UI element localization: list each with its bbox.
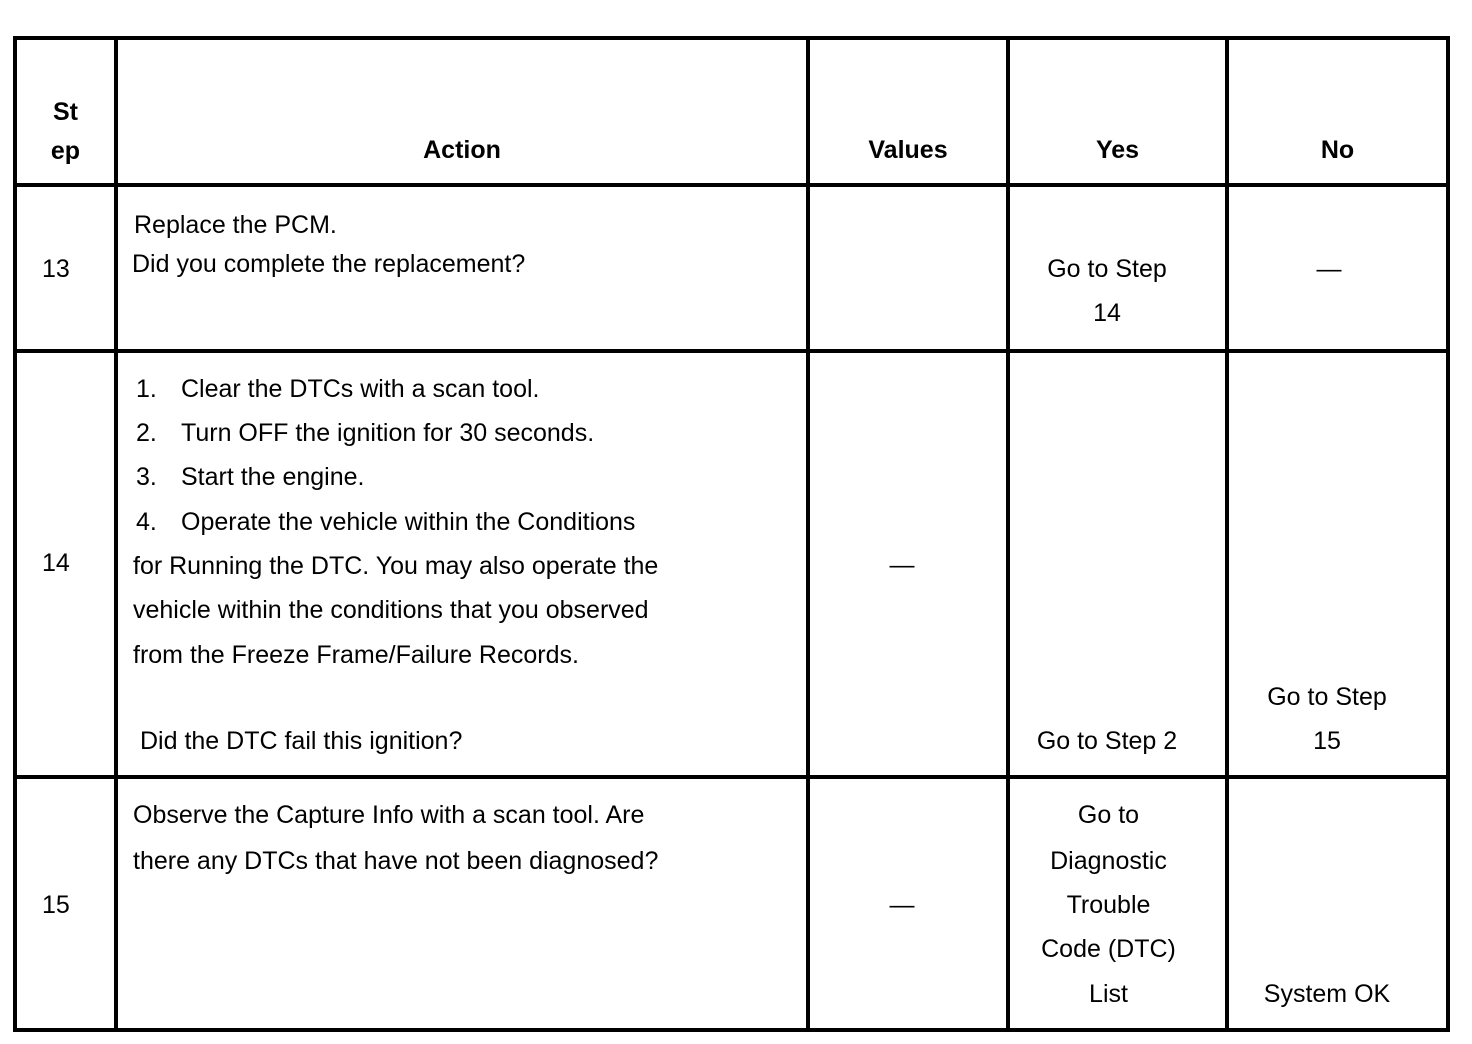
no-result: 15 [1313, 727, 1341, 755]
yes-result: Go to Step [1047, 255, 1167, 283]
action-item-number: 4. [136, 508, 157, 536]
action-text: from the Freeze Frame/Failure Records. [133, 641, 579, 669]
yes-result: Code (DTC) [1041, 935, 1176, 963]
column-divider [1006, 36, 1010, 1032]
value-cell: — [889, 891, 915, 919]
yes-result: List [1089, 980, 1128, 1008]
table-border-right [1446, 36, 1450, 1032]
table-border-top [13, 36, 1450, 40]
header-no: No [1320, 136, 1355, 164]
no-result: System OK [1263, 980, 1391, 1008]
row-divider [13, 775, 1450, 779]
step-number: 15 [42, 891, 70, 919]
action-text: there any DTCs that have not been diagnosed? [133, 847, 659, 875]
header-divider [13, 183, 1450, 187]
table-border-left [13, 36, 17, 1032]
action-text: Replace the PCM. [134, 211, 337, 239]
action-item-text: Turn OFF the ignition for 30 seconds. [181, 419, 595, 447]
action-question: Did the DTC fail this ignition? [140, 727, 463, 755]
yes-result: Diagnostic [1050, 847, 1167, 875]
header-action: Action [423, 136, 501, 164]
column-divider [114, 36, 118, 1032]
row-divider [13, 349, 1450, 353]
column-divider [806, 36, 810, 1032]
yes-result: 14 [1093, 299, 1121, 327]
no-result: Go to Step [1267, 683, 1387, 711]
header-values: Values [868, 136, 948, 164]
action-question: Did you complete the replacement? [132, 250, 526, 278]
action-text: vehicle within the conditions that you observed [133, 596, 649, 624]
action-text: Observe the Capture Info with a scan tool. Are [133, 801, 645, 829]
header-step-line1: St [53, 98, 78, 126]
value-cell: — [889, 551, 915, 579]
header-yes: Yes [1095, 136, 1140, 164]
action-item-text: Operate the vehicle within the Conditions [181, 508, 636, 536]
step-number: 14 [42, 549, 70, 577]
header-step-line2: ep [50, 137, 81, 165]
action-item-number: 1. [136, 375, 157, 403]
action-item-number: 3. [136, 463, 157, 491]
yes-result: Go to [1077, 801, 1140, 829]
table-border-bottom [13, 1028, 1450, 1032]
yes-result: Go to Step 2 [1036, 727, 1178, 755]
action-item-text: Clear the DTCs with a scan tool. [181, 375, 540, 403]
column-divider [1225, 36, 1229, 1032]
action-text: for Running the DTC. You may also operate the [133, 552, 659, 580]
action-item-text: Start the engine. [181, 463, 365, 491]
no-result: — [1316, 255, 1342, 283]
step-number: 13 [42, 255, 70, 283]
yes-result: Trouble [1066, 891, 1151, 919]
action-item-number: 2. [136, 419, 157, 447]
